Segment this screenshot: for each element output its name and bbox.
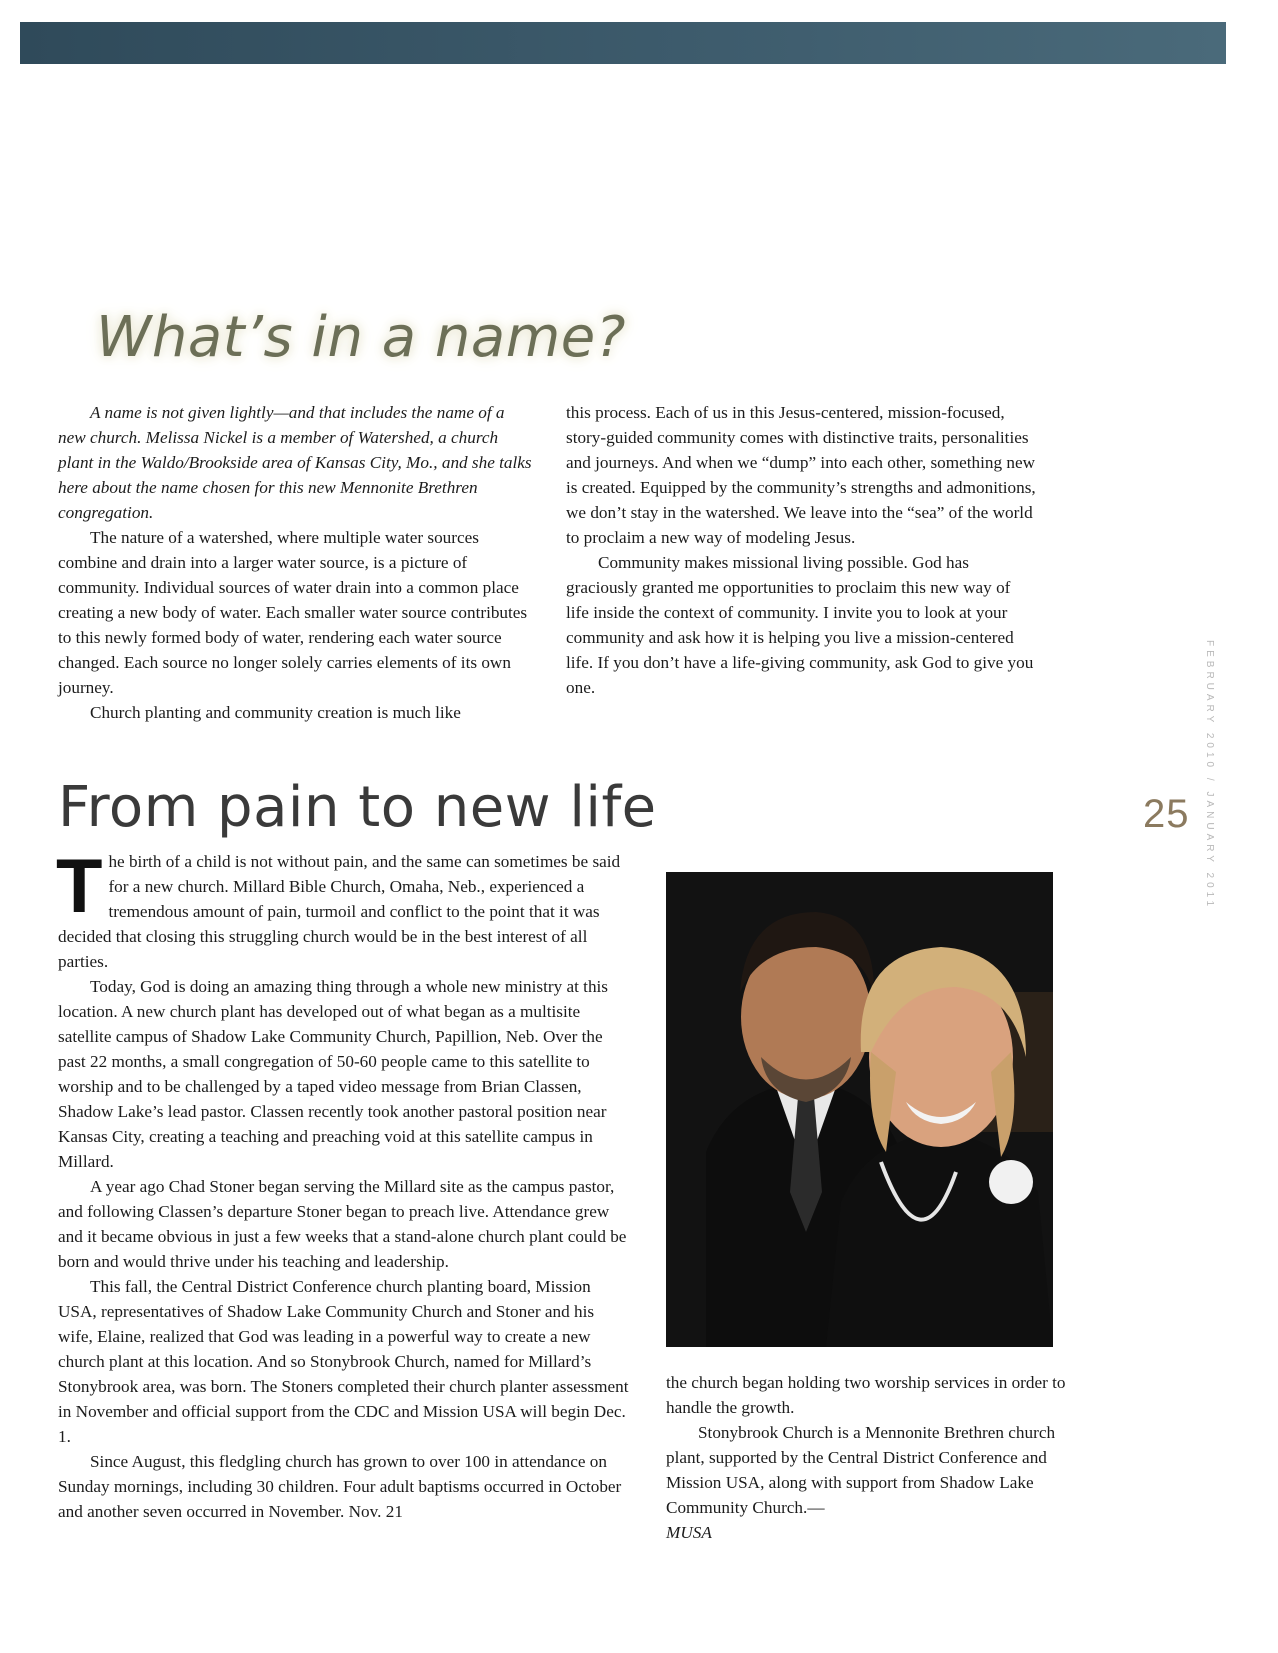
article2-paragraph: Since August, this fledgling church has grown to over 100 in attendance on Sunday mornings, including 30 children. Four adult baptisms occurred in October and another seven occurred in November. Nov. 21 [58, 1452, 622, 1521]
couple-photo-illustration [666, 872, 1053, 1347]
article2-first-paragraph [56, 844, 630, 974]
drop-cap: T [56, 844, 103, 929]
article1-paragraph: Church planting and community creation is much like [90, 703, 461, 722]
header-bar [20, 22, 1226, 64]
article2-first-paragraph-text: he birth of a child is not without pain, and the same can sometimes be said for a new church. Millard Bible Church, Omaha, Neb., experienced a tremendous amount of pain, turmoil and conflict to the point that it was decided that closing this struggling church would be in the best interest of all parties. [58, 852, 621, 971]
article1-paragraph: The nature of a watershed, where multiple water sources combine and drain into a larger water source, is a picture of community. Individual sources of water drain into a common place creating a new body of water. Each smaller water source contributes to this newly formed body of water, rendering each water source changed. Each source no longer solely carries elements of its own journey. [58, 528, 528, 697]
issue-date-vertical: FEBRUARY 2010 / JANUARY 2011 [1204, 640, 1215, 911]
article2-title: From pain to new life [58, 775, 657, 840]
article2-left-column [56, 844, 630, 1524]
couple-photo [666, 872, 1053, 1347]
article1-title: What’s in a name? [96, 305, 626, 370]
article2-paragraph: the church began holding two worship services in order to handle the growth. [666, 1373, 1066, 1417]
article2-paragraph: Today, God is doing an amazing thing through a whole new ministry at this location. A new church plant has developed out of what began as a multisite satellite campus of Shadow Lake Community Church, Papillion, Neb. Over the past 22 months, a small congregation of 50-60 people came to this satellite to worship and to be challenged by a taped video message from Brian Classen, Shadow Lake’s lead pastor. Classen recently took another pastoral position near Kansas City, creating a teaching and preaching void at this satellite campus in Millard. [58, 977, 608, 1171]
article2-paragraph: Stonybrook Church is a Mennonite Brethren church plant, supported by the Central District Conference and Mission USA, along with support from Shadow Lake Community Church.— [666, 1423, 1056, 1517]
article1-intro: A name is not given lightly—and that includes the name of a new church. Melissa Nickel is a member of Watershed, a church plant in the Waldo/Brookside area of Kansas City, Mo., and she talks here about the name chosen for this new Mennonite Brethren congregation. [58, 403, 532, 522]
article2-right-column [666, 1370, 1066, 1545]
article2-paragraph: A year ago Chad Stoner began serving the Millard site as the campus pastor, and following Classen’s departure Stoner began to preach live. Attendance grew and it became obvious in just a few weeks that a stand-alone church plant could be born and would thrive under his teaching and leadership. [58, 1177, 627, 1271]
page-number: 25 [1143, 792, 1190, 836]
article2-paragraph: This fall, the Central District Conference church planting board, Mission USA, representatives of Shadow Lake Community Church and Stoner and his wife, Elaine, realized that God was leading in a powerful way to create a new church plant at this location. And so Stonybrook Church, named for Millard’s Stonybrook area, was born. The Stoners completed their church planter assessment in November and official support from the CDC and Mission USA will begin Dec. 1. [58, 1277, 629, 1446]
article1-left-column [58, 400, 535, 725]
article1-right-column [566, 400, 1036, 700]
article1-paragraph: Community makes missional living possible. God has graciously granted me opportunities to proclaim this new way of life inside the context of community. I invite you to look at your community and ask how it is helping you live a mission-centered life. If you don’t have a life-giving community, ask God to give you one. [566, 553, 1034, 697]
article2-signoff: MUSA [666, 1523, 712, 1542]
article1-paragraph: this process. Each of us in this Jesus-centered, mission-focused, story-guided community comes with distinctive traits, personalities and journeys. And when we “dump” into each other, something new is created. Equipped by the community’s strengths and admonitions, we don’t stay in the watershed. We leave into the “sea” of the world to proclaim a new way of modeling Jesus. [566, 403, 1036, 547]
